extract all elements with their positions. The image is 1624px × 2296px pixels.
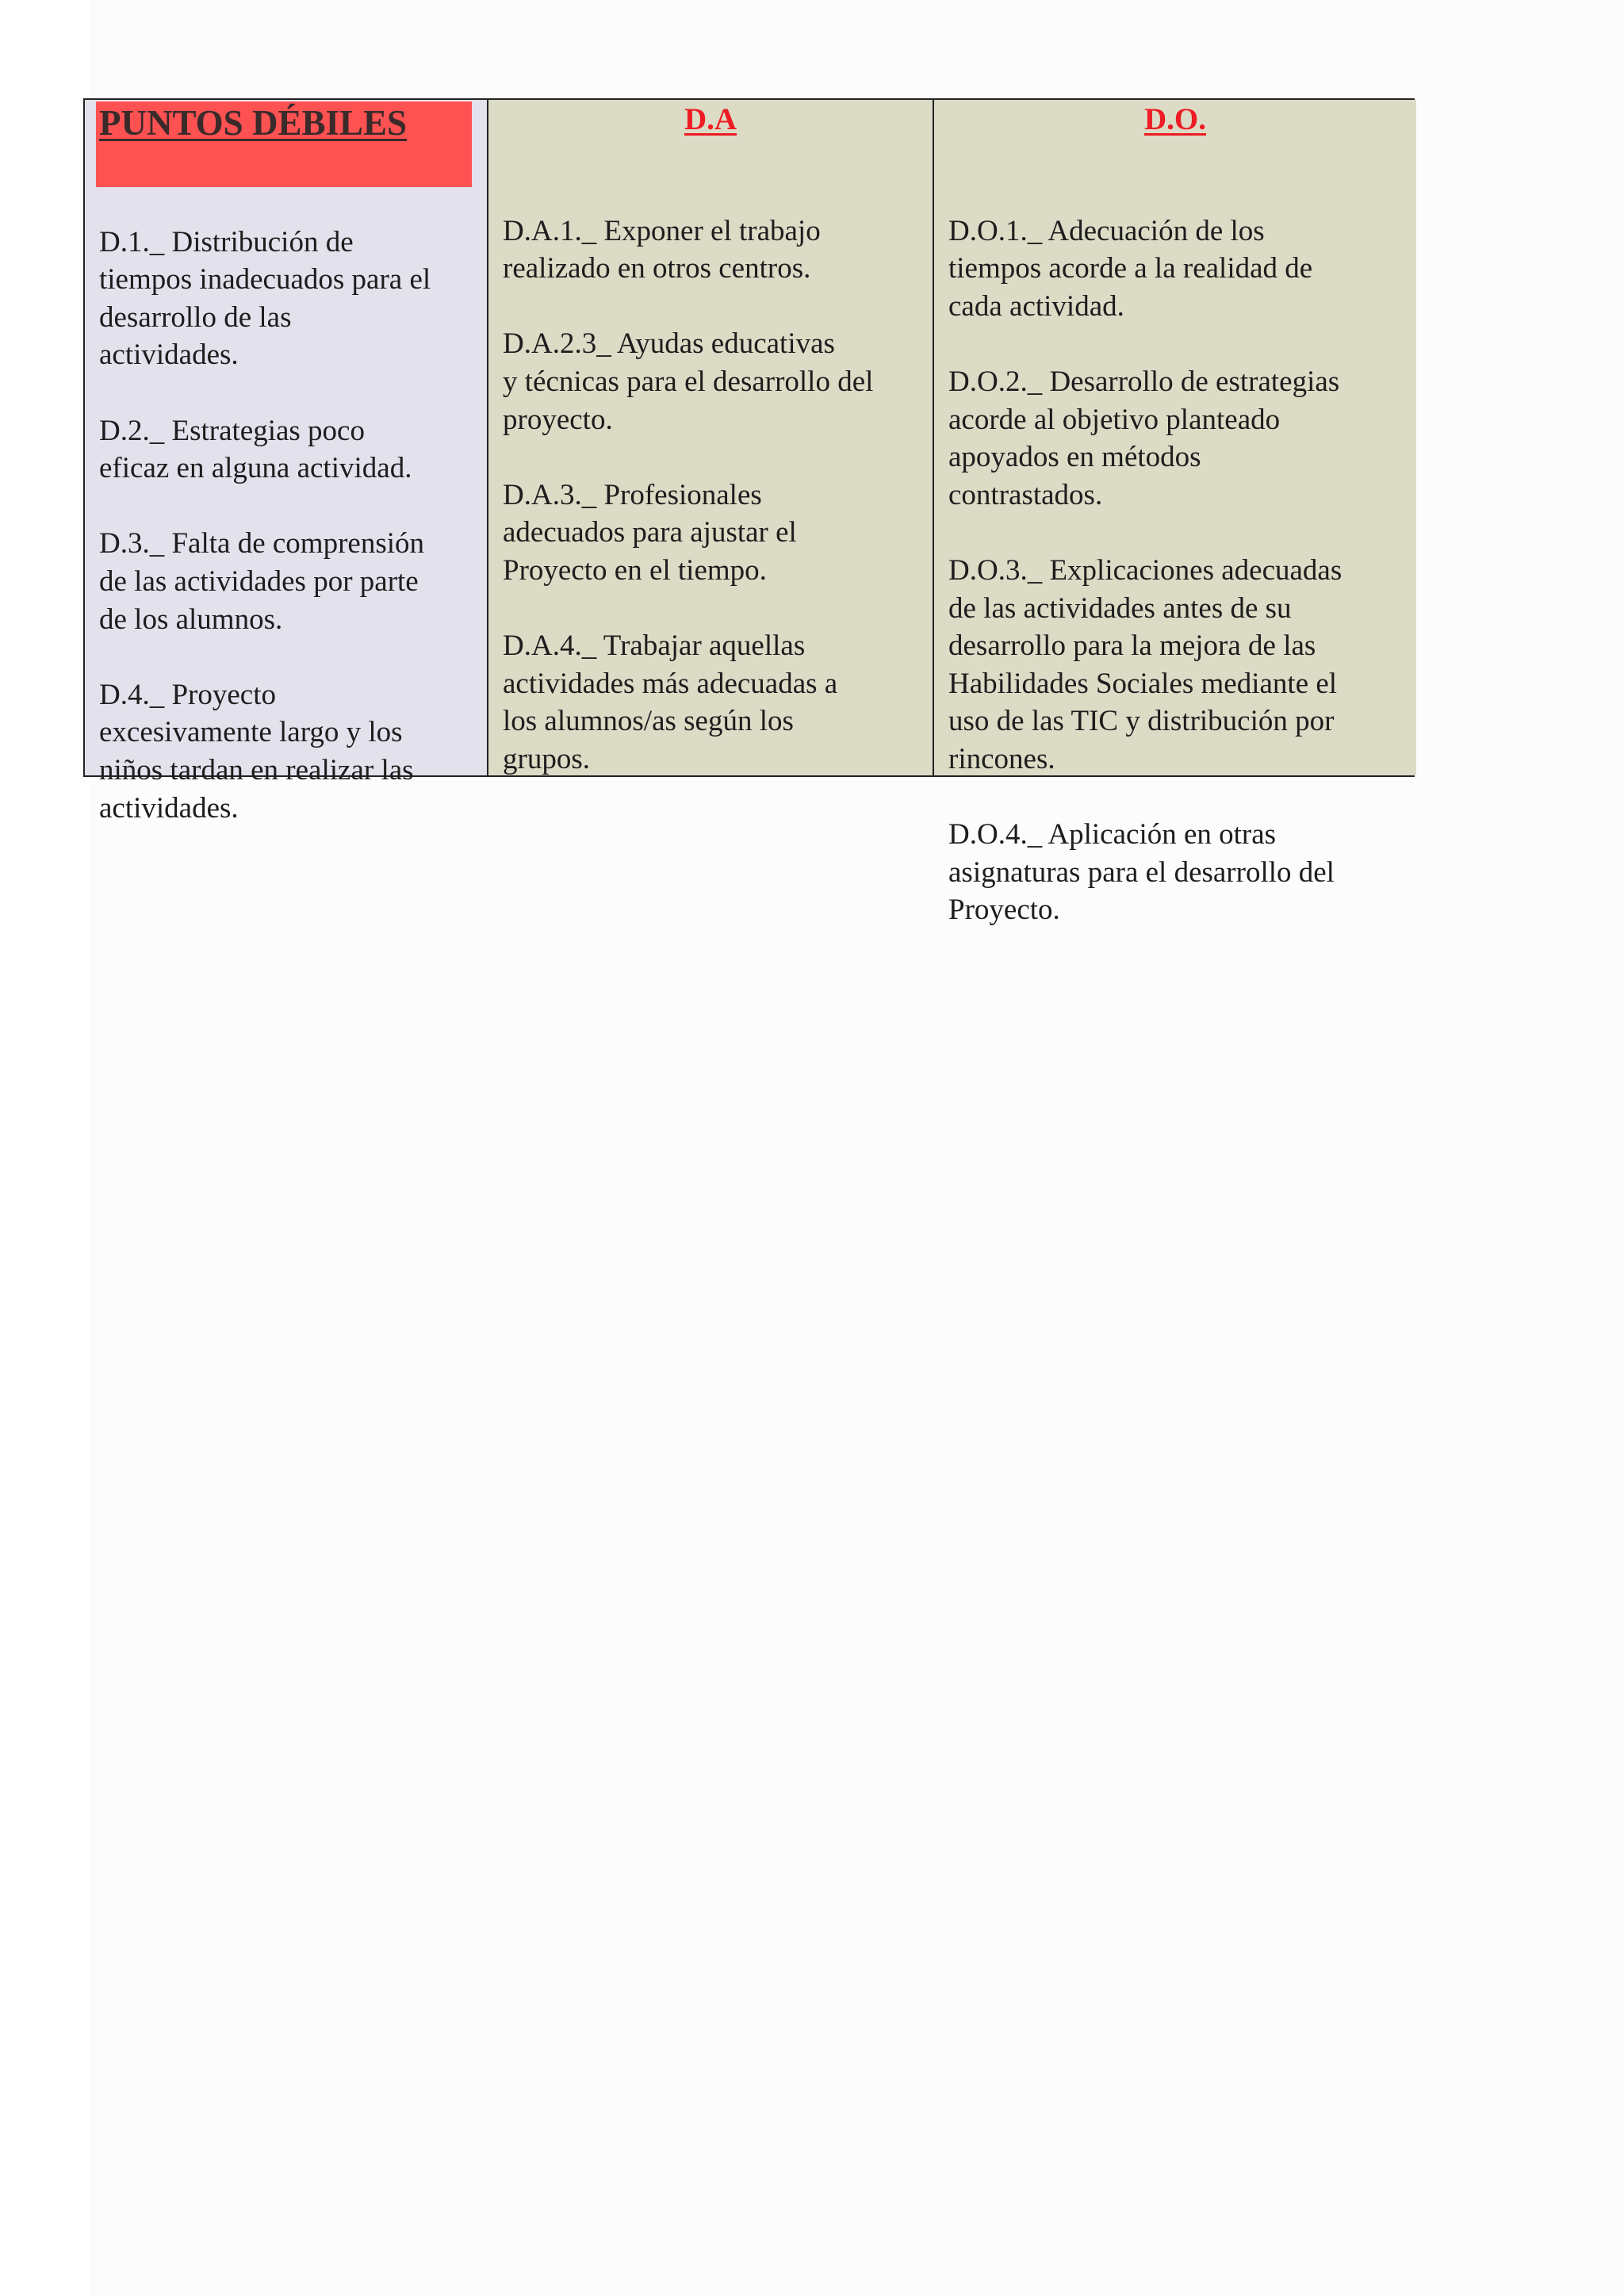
do-item: D.O.3._ Explicaciones adecuadas de las actividades antes de su desarrollo para la mejora de las Habilidades Sociales mediante el uso de las TIC y distribución por rincones. bbox=[948, 553, 1342, 775]
swot-table bbox=[83, 98, 1415, 927]
weaknesses-column bbox=[85, 100, 487, 825]
do-column bbox=[933, 100, 1416, 927]
da-list bbox=[503, 174, 931, 816]
weaknesses-list bbox=[99, 186, 488, 865]
da-column bbox=[487, 100, 933, 775]
do-list bbox=[948, 174, 1416, 966]
do-item: D.O.1._ Adecuación de los tiempos acorde a la realidad de cada actividad. bbox=[948, 214, 1313, 323]
da-title: D.A bbox=[684, 102, 737, 136]
weakness-item: D.2._ Estrategias poco eficaz en alguna actividad. bbox=[99, 414, 412, 485]
weakness-item: D.4._ Proyecto excesivamente largo y los niños tardan en realizar las actividades. bbox=[99, 678, 414, 825]
do-item: D.O.4._ Aplicación en otras asignaturas para el desarrollo del Proyecto. bbox=[948, 818, 1335, 927]
da-item: D.A.1._ Exponer el trabajo realizado en otros centros. bbox=[503, 214, 821, 285]
do-item: D.O.2._ Desarrollo de estrategias acorde al objetivo planteado apoyados en métodos contrastados. bbox=[948, 365, 1340, 511]
weakness-item: D.3._ Falta de comprensión de las actividades por parte de los alumnos. bbox=[99, 527, 424, 636]
weaknesses-title: PUNTOS DÉBILES bbox=[99, 103, 408, 143]
da-item: D.A.2.3_ Ayudas educativas y técnicas para el desarrollo del proyecto. bbox=[503, 327, 874, 436]
do-title: D.O. bbox=[1144, 102, 1206, 136]
da-item: D.A.3._ Profesionales adecuados para ajustar el Proyecto en el tiempo. bbox=[503, 478, 797, 587]
weakness-item: D.1._ Distribución de tiempos inadecuados para el desarrollo de las actividades. bbox=[99, 225, 431, 372]
da-item: D.A.4._ Trabajar aquellas actividades más adecuadas a los alumnos/as según los grupos. bbox=[503, 629, 838, 775]
